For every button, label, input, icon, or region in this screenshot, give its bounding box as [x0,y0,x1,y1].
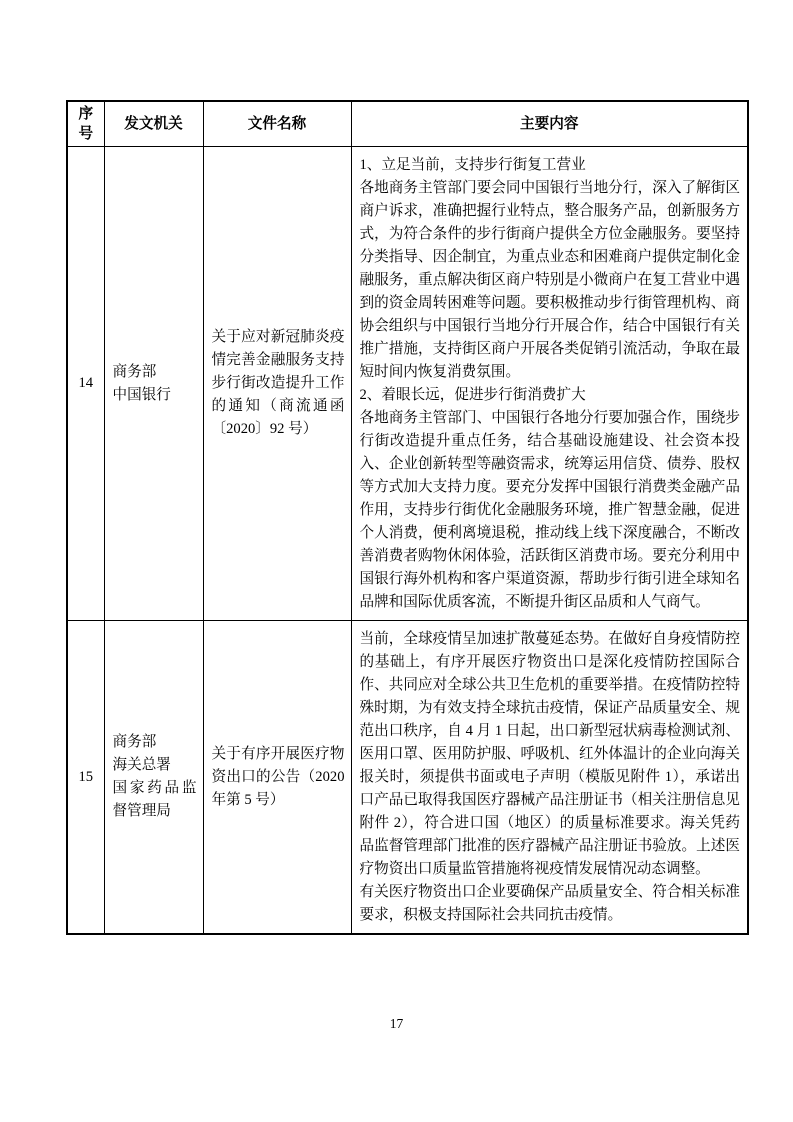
row-number: 14 [67,147,104,621]
col-header-content: 主要内容 [351,101,748,147]
row-number: 15 [67,621,104,935]
table-header-row [67,101,748,147]
table-row [67,147,748,621]
regulations-table [66,100,749,935]
main-content: 当前，全球疫情呈加速扩散蔓延态势。在做好自身疫情防控的基础上，有序开展医疗物资出口是深化疫情防控国际合作、共同应对全球公共卫生危机的重要举措。在疫情防控特殊时期，为有效支持全球抗击疫情，保证产品质量安全、规范出口秩序，自 4 月 1 日起，出口新型冠状病毒检测试剂、医用口罩、医用防护服、呼吸机、红外体温计的企业向海关报关时，须提供书面或电子声明（模版见附件 1），承诺出口产品已取得我国医疗器械产品注册证书（相关注册信息见附件 2），符合进口国（地区）的质量标准要求。海关凭药品监督管理部门批准的医疗器械产品注册证书验放。上述医疗物资出口质量监管措施将视疫情发展情况动态调整。 有关医疗物资出口企业要确保产品质量安全、符合相关标准要求，积极支持国际社会共同抗击疫情。 [351,621,748,935]
col-header-number: 序号 [67,101,104,147]
document-title: 关于有序开展医疗物资出口的公告（2020 年第 5 号） [203,621,351,935]
issuing-agency: 商务部 中国银行 [104,147,203,621]
col-header-agency: 发文机关 [104,101,203,147]
main-content: 1、立足当前，支持步行街复工营业 各地商务主管部门要会同中国银行当地分行，深入了解街区商户诉求，准确把握行业特点，整合服务产品，创新服务方式，为符合条件的步行街商户提供全方位金融服务。要坚持分类指导、因企制宜，为重点业态和困难商户提供定制化金融服务，重点解决街区商户特别是小微商户在复工营业中遇到的资金周转困难等问题。要积极推动步行街管理机构、商协会组织与中国银行当地分行开展合作，结合中国银行有关推广措施，支持街区商户开展各类促销引流活动，争取在最短时间内恢复消费氛围。 2、着眼长远，促进步行街消费扩大 各地商务主管部门、中国银行各地分行要加强合作，围绕步行街改造提升重点任务，结合基础设施建设、社会资本投入、企业创新转型等融资需求，统筹运用信贷、债券、股权等方式加大支持力度。要充分发挥中国银行消费类金融产品作用，支持步行街优化金融服务环境，推广智慧金融，促进个人消费，便利离境退税，推动线上线下深度融合，不断改善消费者购物休闲体验，活跃街区消费市场。要充分利用中国银行海外机构和客户渠道资源，帮助步行街引进全球知名品牌和国际优质客流，不断提升街区品质和人气商气。 [351,147,748,621]
document-title: 关于应对新冠肺炎疫情完善金融服务支持步行街改造提升工作的通知（商流通函〔2020〕92 号） [203,147,351,621]
issuing-agency: 商务部 海关总署 国家药品监督管理局 [104,621,203,935]
table-row [67,621,748,935]
col-header-title: 文件名称 [203,101,351,147]
page-number: 17 [389,1016,404,1031]
